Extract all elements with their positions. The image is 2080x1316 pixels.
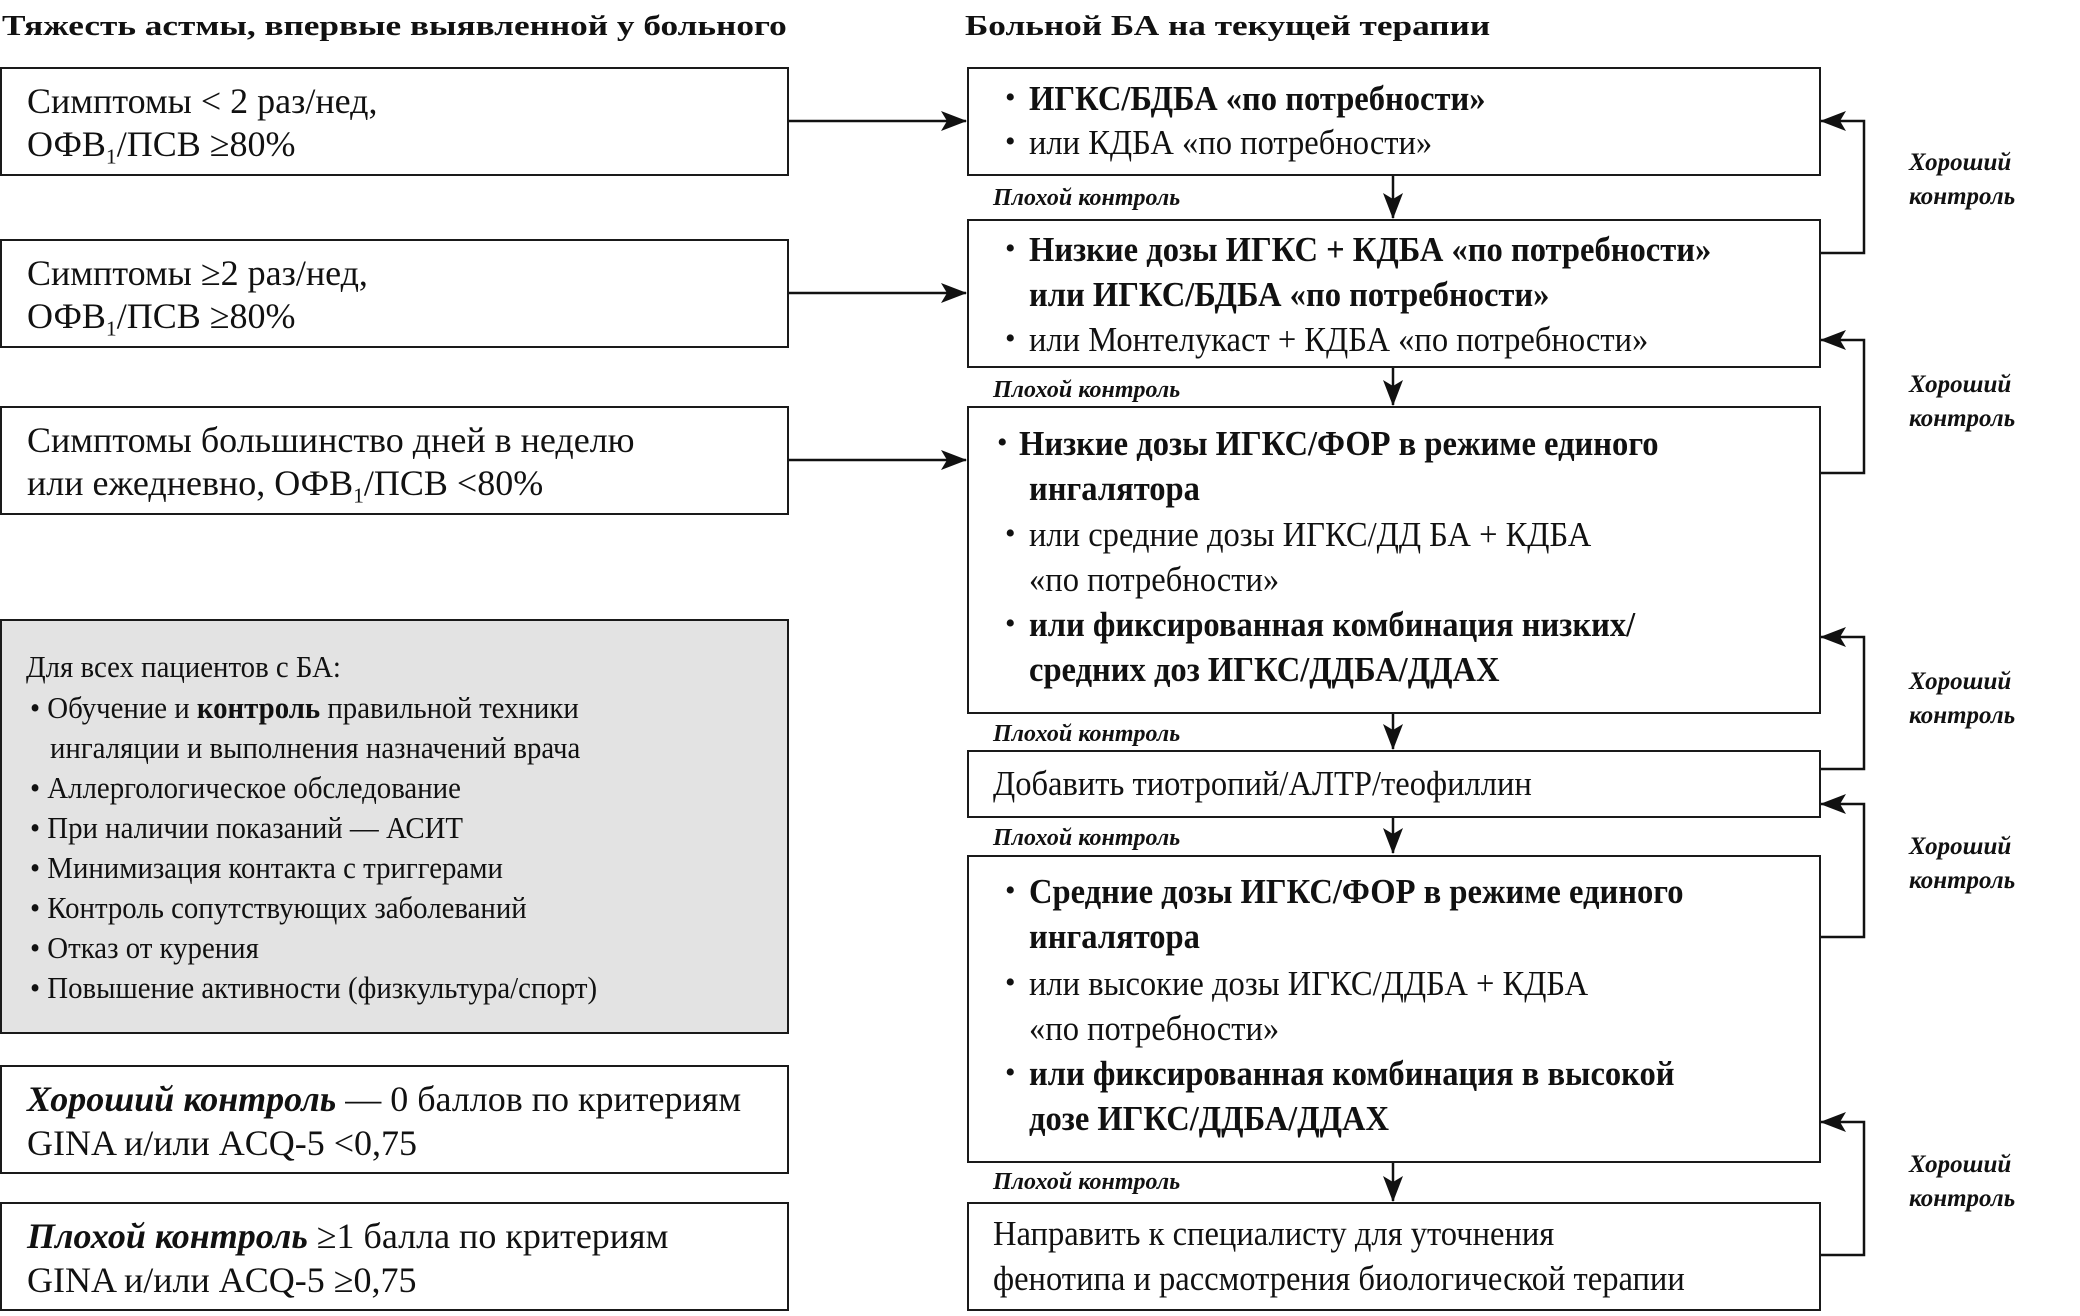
step-line: ИГКС/БДБА «по потребности» xyxy=(1029,79,1486,118)
definition-line: GINA и/или ACQ-5 <0,75 xyxy=(27,1123,418,1163)
step-line: Добавить тиотропий/АЛТР/теофиллин xyxy=(993,764,1532,803)
definition-line: Плохой контроль ≥1 балла по критериям xyxy=(27,1216,669,1256)
bullet-icon: • xyxy=(1005,874,1016,907)
all-patients-heading: Для всех пациентов с БА: xyxy=(26,649,341,684)
loop-step2-to-step1 xyxy=(1819,121,1864,253)
step-line: или высокие дозы ИГКС/ДДБА + КДБА xyxy=(1029,964,1589,1003)
all-patients-item: • Контроль сопутствующих заболеваний xyxy=(30,890,527,925)
poor-control-label: Плохой контроль xyxy=(993,1169,1181,1195)
therapy-step-1 xyxy=(967,67,1821,176)
severity-box-severe xyxy=(0,406,789,515)
therapy-step-6 xyxy=(967,1202,1821,1311)
all-patients-item: • Минимизация контакта с триггерами xyxy=(30,850,503,885)
poor-control-label: Плохой контроль xyxy=(993,185,1181,211)
left-column-title: Тяжесть астмы, впервые выявленной у больного xyxy=(2,10,787,42)
bullet-icon: • xyxy=(1005,966,1016,999)
therapy-step-4 xyxy=(967,750,1821,818)
step-line: или средние дозы ИГКС/ДД БА + КДБА xyxy=(1029,515,1592,554)
therapy-step-2 xyxy=(967,219,1821,368)
loop-step6-to-step5 xyxy=(1819,1122,1864,1255)
severity-line: $ОФВ_1$/ПСВ ≥80% xyxy=(27,124,296,169)
definition-line: GINA и/или ACQ-5 ≥0,75 xyxy=(27,1260,417,1300)
good-control-label: Хороший контроль xyxy=(1909,1151,2016,1212)
loop-step5-to-step4 xyxy=(1819,804,1864,937)
loop-step4-to-step3 xyxy=(1819,637,1864,769)
step-line: или КДБА «по потребности» xyxy=(1029,123,1433,162)
severity-line: $ОФВ_1$/ПСВ ≥80% xyxy=(27,296,296,341)
all-patients-box xyxy=(0,619,789,1034)
good-control-label: Хороший контроль xyxy=(1909,833,2016,894)
severity-line: Симптомы ≥2 раз/нед, xyxy=(27,253,368,293)
severity-line: Симптомы < 2 раз/нед, xyxy=(27,81,378,121)
bullet-icon: • xyxy=(1005,517,1016,550)
poor-control-label: Плохой контроль xyxy=(993,825,1181,851)
step-line: или ИГКС/БДБА «по потребности» xyxy=(1029,275,1550,314)
bullet-icon: • xyxy=(997,426,1008,459)
bullet-icon: • xyxy=(1005,607,1016,640)
all-patients-item-cont: ингаляции и выполнения назначений врача xyxy=(50,730,581,765)
definition-line: Хороший контроль — 0 баллов по критериям xyxy=(27,1079,742,1119)
all-patients-item: • Отказ от курения xyxy=(30,930,259,965)
poor-control-label: Плохой контроль xyxy=(993,721,1181,747)
right-column-title: Больной БА на текущей терапии xyxy=(965,10,1491,42)
therapy-step-5 xyxy=(967,855,1821,1163)
therapy-step-3 xyxy=(967,406,1821,714)
step-line: Низкие дозы ИГКС/ФОР в режиме единого xyxy=(1019,424,1659,463)
step-line: Низкие дозы ИГКС + КДБА «по потребности» xyxy=(1029,230,1712,269)
step-line: дозе ИГКС/ДДБА/ДДАХ xyxy=(1029,1099,1390,1138)
step-line: «по потребности» xyxy=(1029,560,1280,599)
step-line: ингалятора xyxy=(1029,469,1200,508)
good-control-label: Хороший контроль xyxy=(1909,371,2016,432)
good-control-definition xyxy=(0,1065,789,1174)
severity-box-mild xyxy=(0,67,789,176)
bullet-icon: • xyxy=(1005,232,1016,265)
bullet-icon: • xyxy=(1005,1056,1016,1089)
step-line: средних доз ИГКС/ДДБА/ДДАХ xyxy=(1029,650,1500,689)
severity-line: Симптомы большинство дней в неделю xyxy=(27,420,635,460)
good-control-label: Хороший контроль xyxy=(1909,149,2016,210)
good-control-label: Хороший контроль xyxy=(1909,668,2016,729)
step-line: или Монтелукаст + КДБА «по потребности» xyxy=(1029,320,1649,359)
severity-line: или ежедневно, $ОФВ_1$/ПСВ <80% xyxy=(27,463,544,508)
step-line: Средние дозы ИГКС/ФОР в режиме единого xyxy=(1029,872,1684,911)
all-patients-item: • Повышение активности (физкультура/спорт) xyxy=(30,970,598,1005)
bullet-icon: • xyxy=(1005,322,1016,355)
step-line: фенотипа и рассмотрения биологической терапии xyxy=(993,1259,1685,1298)
all-patients-item: • Обучение и контроль правильной техники xyxy=(30,690,579,725)
poor-control-definition xyxy=(0,1202,789,1311)
poor-control-label: Плохой контроль xyxy=(993,377,1181,403)
step-line: или фиксированная комбинация низких/ xyxy=(1029,605,1636,644)
step-line: Направить к специалисту для уточнения xyxy=(993,1214,1555,1253)
step-line: ингалятора xyxy=(1029,917,1200,956)
bullet-icon: • xyxy=(1005,125,1016,158)
bullet-icon: • xyxy=(1005,81,1016,114)
all-patients-item: • При наличии показаний — АСИТ xyxy=(30,810,464,845)
loop-step3-to-step2 xyxy=(1819,340,1864,473)
all-patients-item: • Аллергологическое обследование xyxy=(30,770,461,805)
severity-box-moderate xyxy=(0,239,789,348)
step-line: или фиксированная комбинация в высокой xyxy=(1029,1054,1675,1093)
step-line: «по потребности» xyxy=(1029,1009,1280,1048)
